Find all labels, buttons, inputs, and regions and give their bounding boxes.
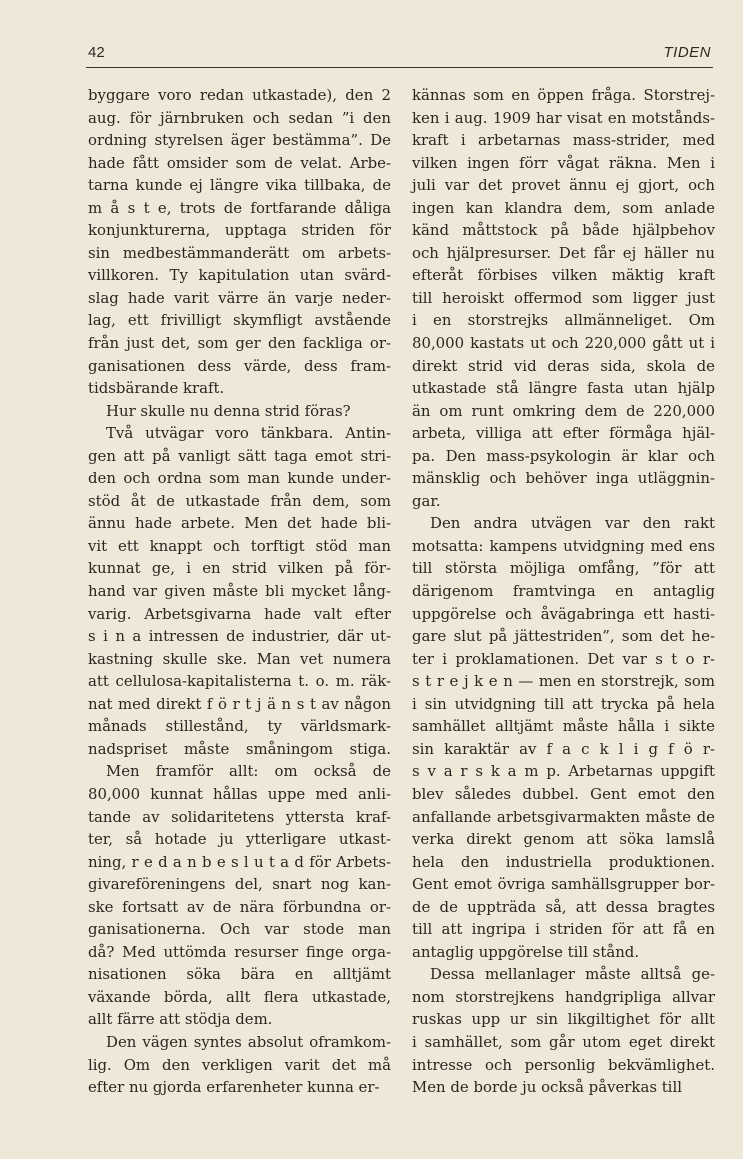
text-line: vilken ingen förr vågat räkna. Men i <box>412 153 715 172</box>
text-line: hand var given måste bli mycket lång- <box>88 582 391 601</box>
text-line: mänsklig och behöver inga utläggnin- <box>412 469 715 488</box>
text-line: ännu hade arbete. Men det hade bli- <box>88 514 391 533</box>
text-line: pa. Den mass-psykologin är klar och <box>412 446 715 465</box>
text-line: då? Med uttömda resurser finge orga- <box>88 942 391 961</box>
text-line: m å s t e, trots de fortfarande dåliga <box>88 198 391 217</box>
text-line: de de uppträda så, att dessa bragtes <box>412 897 715 916</box>
text-line: Dessa mellanlager måste alltså ge- <box>430 965 715 984</box>
text-line: ingen kan klandra dem, som anlade <box>412 198 715 217</box>
text-line: Gent emot övriga samhällsgrupper bor- <box>412 875 715 894</box>
text-line: kännas som en öppen fråga. Storstrej- <box>412 86 715 104</box>
text-line: blev således dubbel. Gent emot den <box>412 784 715 803</box>
text-line: växande börda, allt flera utkastade, <box>88 987 391 1006</box>
text-line: utkastade stå längre fasta utan hjälp <box>412 379 715 398</box>
left-column <box>88 84 391 1099</box>
text-line: direkt strid vid deras sida, skola de <box>412 356 715 375</box>
text-line: ske fortsatt av de nära förbundna or- <box>88 897 391 916</box>
text-line: gare slut på jättestriden”, som det he- <box>412 627 715 646</box>
text-line: juli var det provet ännu ej gjort, och <box>412 176 715 195</box>
text-line: kraft i arbetarnas mass-strider, med <box>412 131 715 150</box>
text-line: sin medbestämmanderätt om arbets- <box>88 243 391 262</box>
text-line: därigenom framtvinga en antaglig <box>412 582 715 601</box>
text-line: konjunkturerna, upptaga striden för <box>88 221 391 240</box>
text-line: verka direkt genom att söka lamslå <box>412 830 715 849</box>
text-line: lag, ett frivilligt skymfligt avstående <box>88 311 391 330</box>
text-line: ter, så hotade ju ytterligare utkast- <box>88 830 391 849</box>
text-line: ning, r e d a n b e s l u t a d för Arbets- <box>88 852 391 871</box>
text-line: antaglig uppgörelse till stånd. <box>412 942 640 961</box>
text-line: Men de borde ju också påverkas till <box>412 1078 682 1097</box>
text-line: anfallande arbetsgivarmakten måste de <box>412 807 715 826</box>
text-line: gar. <box>412 491 441 510</box>
text-line: samhället alltjämt måste hålla i sikte <box>412 717 715 736</box>
right-column <box>412 84 715 1099</box>
text-line: att cellulosa-kapitalisterna t. o. m. räk- <box>88 672 391 691</box>
text-line: intresse och personlig bekvämlighet. <box>412 1055 715 1074</box>
text-line: än om runt omkring dem de 220,000 <box>412 401 715 420</box>
text-line: hela den industriella produktionen. <box>412 852 715 871</box>
text-line: allt färre att stödja dem. <box>88 1010 273 1029</box>
journal-title: TIDEN <box>663 44 711 61</box>
text-line: Den vägen syntes absolut oframkom- <box>106 1032 391 1051</box>
text-line: efter nu gjorda erfarenheter kunna er- <box>88 1078 380 1097</box>
text-line: 80,000 kunnat hållas uppe med anli- <box>88 784 391 803</box>
text-line: ruskas upp ur sin likgiltighet för allt <box>412 1010 715 1029</box>
text-line: motsatta: kampens utvidgning med ens <box>412 536 715 555</box>
text-line: givareföreningens del, snart nog kan- <box>88 875 391 894</box>
text-line: s t r e j k e n — men en storstrejk, som <box>412 672 715 691</box>
text-line: ordning styrelsen äger bestämma”. De <box>88 131 391 150</box>
text-line: till största möjliga omfång, ”för att <box>412 559 715 578</box>
text-line: villkoren. Ty kapitulation utan svärd- <box>88 266 391 285</box>
text-line: ganisationerna. Och var stode man <box>88 920 391 939</box>
text-line: aug. för järnbruken och sedan ”i den <box>88 108 391 127</box>
text-line: kastning skulle ske. Man vet numera <box>88 649 391 668</box>
header-rule <box>86 67 713 68</box>
text-line: till att ingripa i striden för att få en <box>412 920 715 939</box>
text-line: från just det, som ger den fackliga or- <box>88 334 391 353</box>
text-line: 80,000 kastats ut och 220,000 gått ut i <box>412 334 715 353</box>
page-number: 42 <box>88 44 105 61</box>
text-line: nadspriset måste småningom stiga. <box>88 739 391 758</box>
text-line: Men framför allt: om också de <box>106 762 391 781</box>
text-line: i samhället, som går utom eget direkt <box>412 1032 715 1051</box>
text-line: slag hade varit värre än varje neder- <box>88 288 391 307</box>
text-line: den och ordna som man kunde under- <box>88 469 391 488</box>
text-line: ganisationen dess värde, dess fram- <box>88 356 391 375</box>
text-line: hade fått omsider som de velat. Arbe- <box>88 153 391 172</box>
text-line: efteråt förbises vilken mäktig kraft <box>412 266 715 285</box>
text-line: till heroiskt offermod som ligger just <box>412 288 715 307</box>
text-line: Två utvägar voro tänkbara. Antin- <box>106 424 391 443</box>
text-line: byggare voro redan utkastade), den 2 <box>88 86 391 104</box>
text-line: ter i proklamationen. Det var s t o r- <box>412 649 715 668</box>
text-line: arbeta, villiga att efter förmåga hjäl- <box>412 424 715 443</box>
text-line: och hjälpresurser. Det får ej häller nu <box>412 243 715 262</box>
text-line: s i n a intressen de industrier, där ut- <box>88 627 391 646</box>
text-line: uppgörelse och åvägabringa ett hasti- <box>412 604 715 623</box>
text-line: kunnat ge, i en strid vilken på för- <box>88 559 391 578</box>
text-line: känd måttstock på både hjälpbehov <box>412 221 715 240</box>
text-line: varig. Arbetsgivarna hade valt efter <box>88 604 391 623</box>
text-line: nisationen söka bära en alltjämt <box>88 965 391 984</box>
text-line: nom storstrejkens handgripliga allvar <box>412 987 715 1006</box>
text-line: i sin utvidgning till att trycka på hela <box>412 694 715 713</box>
text-line: s v a r s k a m p. Arbetarnas uppgift <box>412 762 715 781</box>
text-line: tarna kunde ej längre vika tillbaka, de <box>88 176 391 195</box>
text-line: i en storstrejks allmänneliget. Om <box>412 311 715 330</box>
text-line: Hur skulle nu denna strid föras? <box>106 401 351 420</box>
text-line: tidsbärande kraft. <box>88 379 225 398</box>
text-line: gen att på vanligt sätt taga emot stri- <box>88 446 391 465</box>
text-line: Den andra utvägen var den rakt <box>430 514 715 533</box>
text-line: tande av solidaritetens yttersta kraf- <box>88 807 391 826</box>
text-line: sin karaktär av f a c k l i g f ö r- <box>412 739 715 758</box>
text-line: vit ett knappt och torftigt stöd man <box>88 536 391 555</box>
text-line: stöd åt de utkastade från dem, som <box>88 491 391 510</box>
text-line: nat med direkt f ö r t j ä n s t av någon <box>88 694 391 713</box>
text-line: lig. Om den verkligen varit det må <box>88 1055 391 1074</box>
text-line: ken i aug. 1909 har visat en motstånds- <box>412 108 715 127</box>
text-line: månads stillestånd, ty världsmark- <box>88 717 391 736</box>
